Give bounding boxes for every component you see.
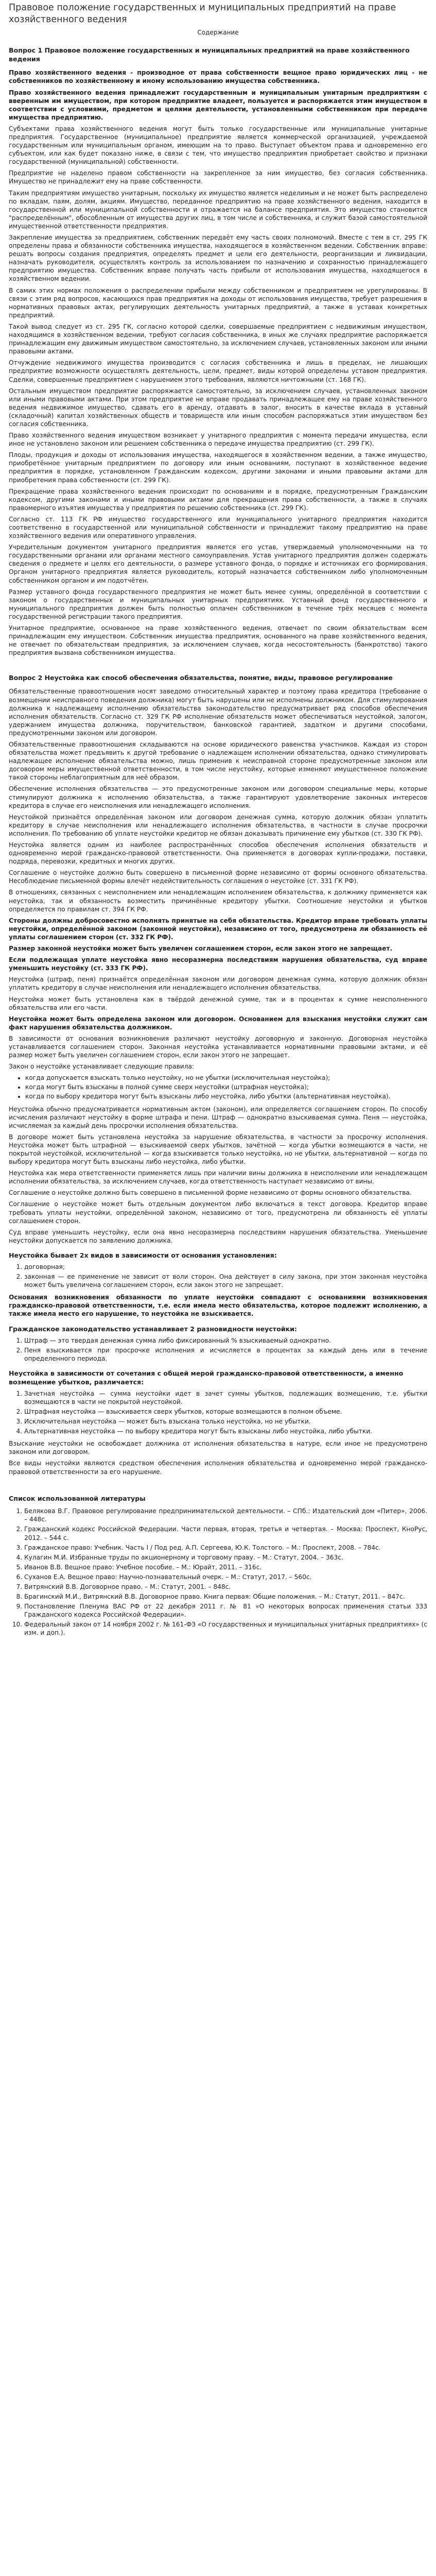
- paragraph: В договоре может быть установлена неустойка за нарушение обязательства, в частности за просрочку исполнения. Неустойка может быть штрафной — взыскиваемой сверх убытков, зачётной — когда убытки возмещаются в части, не покрытой неустойкой, исключительной — когда взыскивается только неустойка, но не убытки, альтернативной — когда по выбору кредитора могут быть взысканы либо неустойка, либо убытки.: [9, 1133, 427, 1166]
- numbered-list: [9, 1263, 427, 1289]
- paragraph: Плоды, продукция и доходы от использования имущества, находящегося в хозяйственном ведении, а также имущество, приобретённое унитарным предприятием по договору или иным основаниям, поступают в хозяйственное ведение предприятия в порядке, установленном Гражданским кодексом, другими законами и иными правовыми актами для приобретения права собственности (ст. 299 ГК).: [9, 451, 427, 484]
- paragraph: Соглашение о неустойке должно быть совершено в письменной форме независимо от формы основного обязательства. Несоблюдение письменной формы влечёт недействительность соглашения о неустойке (ст. 331 ГК РФ).: [9, 869, 427, 885]
- paragraph: Неустойка обычно предусматривается нормативным актом (законом), или определяется соглашением сторон. По способу исчисления различают неустойку в форме штрафа и пени. Штраф — однократно взыскиваемая сумма. Пеня — неустойка, исчисляемая за каждый день просрочки исполнения обязательства.: [9, 1105, 427, 1129]
- paragraph: Соглашение о неустойке может быть отдельным документом либо включаться в текст договора. Кредитор вправе требовать уплаты неустойки, определённой законом, независимо от того, предусмотрена ли обязанность её уплаты соглашением сторон.: [9, 1200, 427, 1225]
- literature-item: 5. Иванов В.В. Вещное право: Учебное пособие. – М.: Юрайт, 2011. – 316с.: [24, 1563, 427, 1571]
- document-title: Правовое положение государственных и муниципальных предприятий на праве хозяйственного ведения: [9, 3, 396, 25]
- subheading: Неустойка в зависимости от сочетания с общей мерой гражданско-правовой ответственности, а именно возмещение убытков, различается:: [9, 1369, 404, 1386]
- literature-item: 7. Витрянский В.В. Договорное право. – М.: Статут, 2001. – 848с.: [24, 1583, 427, 1591]
- paragraph: Унитарное предприятие, основанное на праве хозяйственного ведения, отвечает по своим обязательствам всем принадлежащим ему имуществом. Собственник имущества предприятия, основанного на праве хозяйственного ведения, не отвечает по обязательствам предприятия, за исключением случаев, когда несостоятельность (банкротство) такого предприятия вызвана собственником имущества.: [9, 624, 427, 657]
- list-item: 1. Штраф — это твердая денежная сумма либо фиксированный % взыскиваемый однократно.: [24, 1336, 427, 1345]
- literature-heading: Список использованной литературы: [9, 1494, 146, 1502]
- paragraph: Субъектами права хозяйственного ведения могут быть только государственные или муниципальные унитарные предприятия. Государственное (муниципальное) предприятие является коммерческой организацией, учреждаемой государственным или муниципальным органом, имеющим на то право. Выступает объектом права и одновременно его субъектом, или как будет показано ниже, в связи с тем, что имущество предприятия приобретает свойство и признаки государственной (муниципальной) собственности.: [9, 125, 427, 166]
- paragraph: Соглашение о неустойке должно быть совершено в письменной форме независимо от формы основного обязательства.: [9, 1189, 412, 1197]
- paragraph: Остальным имуществом предприятие распоряжается самостоятельно, за исключением случаев, установленных законом или иными правовыми актами. При этом предприятие не вправе продавать принадлежащее ему на праве хозяйственного ведения недвижимое имущество, сдавать его в аренду, отдавать в залог, вносить в качестве вклада в уставный (складочный) капитал хозяйственных обществ и товариществ или иным способом распоряжаться этим имуществом без согласия собственника.: [9, 387, 427, 428]
- paragraph: Размер законной неустойки может быть увеличен соглашением сторон, если закон этого не запрещает.: [9, 945, 393, 953]
- paragraph: Основания возникновения обязанности по уплате неустойки совпадают с основаниями возникновения гражданско-правовой ответственности, т.е. если имела место обязательства, которое подлежит исполнению, а также имела место его нарушение, то неустойка не взыскивается.: [9, 1294, 427, 1318]
- subheading: Неустойка бывает 2х видов в зависимости от основания установления:: [9, 1251, 277, 1259]
- section-heading-2: Вопрос 2 Неустойка как способ обеспечения обязательства, понятие, виды, правовое регулирование: [9, 674, 393, 682]
- paragraph: Закон о неустойке устанавливает следующие правила:: [9, 1063, 195, 1071]
- paragraph: Прекращение права хозяйственного ведения происходит по основаниям и в порядке, предусмотренным Гражданским кодексом, другими законами и иными правовыми актами для прекращения права собственности, а также в случаях правомерного изъятия имущества у предприятия по решению собственника (ст. 299 ГК).: [9, 487, 427, 512]
- section-literature: [9, 1495, 427, 1637]
- literature-item: 3. Гражданское право: Учебник. Часть I / Под ред. А.П. Сергеева, Ю.К. Толстого. – М.: Проспект, 2008. – 784с.: [24, 1544, 427, 1552]
- list-item: 2. Пеня взыскивается при просрочке исполнения и исчисляется в процентах за каждый день или в течение определенного периода.: [24, 1346, 427, 1363]
- paragraph: Неустойка может быть определена законом или договором. Основанием для взыскания неустойки служит сам факт нарушения обязательства должником.: [9, 1015, 427, 1031]
- list-item: 1. Зачетная неустойка — сумма неустойки идет в зачет суммы убытков, подлежащих возмещению, т.е. убытки возмещаются в части не покрытой неустойкой.: [24, 1389, 427, 1406]
- paragraph: Таким предприятиям имущество унитарным, поскольку их имущество является неделимым и не может быть распределено по вкладам, паям, долям, акциям. Имущество, переданное предприятию на праве хозяйственного ведения, находится в государственной или муниципальной собственности и отражается на балансе предприятия. Это имущество становится "распределённым", обособленным от имущества других лиц, в том числе и собственника, и служит базой самостоятельной имущественной ответственности предприятия.: [9, 189, 427, 230]
- literature-list: [9, 1507, 427, 1637]
- literature-item: 9. Постановление Пленума ВАС РФ от 22 декабря 2011 г. № 81 «О некоторых вопросах применения статьи 333 Гражданского кодекса Российской Федерации».: [24, 1602, 427, 1619]
- section-heading-1: Вопрос 1 Правовое положение государственных и муниципальных предприятий на праве хозяйственного ведения: [9, 46, 410, 63]
- list-item: 2. законная — ее применение не зависит от воли сторон. Она действует в силу закона, при этом законная неустойка может быть увеличена соглашением сторон, если закон этого не запрещает.: [24, 1273, 427, 1289]
- paragraph: Неустойка является одним из наиболее распространённых способов обеспечения исполнения обязательств и одновременно мерой гражданско-правовой ответственности. Она применяется в договорах купли-продажи, поставки, подряда, перевозки, кредитных и многих других.: [9, 841, 427, 866]
- paragraph: Право хозяйственного ведения - производное от права собственности вещное право юридических лиц - не собственников по хозяйственному и иному использованию имущества собственника.: [9, 69, 427, 85]
- list-item: • когда допускается взыскать только неустойку, но не убытки (исключительная неустойка);: [25, 1074, 427, 1082]
- paragraph: В самих этих нормах положения о распределении прибыли между собственником и предприятием не урегулированы. В связи с этим ряд вопросов, касающихся прав предприятия на доходы от использования имущества, требует разрешения в нормативных правовых актах, регулирующих деятельность унитарных предприятий, а также в уставах конкретных предприятий.: [9, 286, 427, 319]
- toc-label[interactable]: Содержание: [197, 28, 239, 36]
- literature-item: 6. Суханов Е.А. Вещное право: Научно-познавательный очерк. – М.: Статут, 2017. – 560с.: [24, 1573, 427, 1581]
- section-question-1: [9, 46, 427, 657]
- numbered-list: [9, 1389, 427, 1435]
- literature-item: 1. Белякова В.Г. Правовое регулирование предпринимательской деятельности. – СПб.: Издательский дом «Питер», 2006. – 448с.: [24, 1507, 427, 1523]
- paragraph: Учредительным документом унитарного предприятия является его устав, утверждаемый уполномоченными на то государственными органами или органами местного самоуправления. Устав унитарного предприятия должен содержать сведения о предмете и целях его деятельности, о размере уставного фонда, о порядке и источниках его формирования. Органом унитарного предприятия является руководитель, который назначается собственником либо уполномоченным собственником органом и им подотчётен.: [9, 544, 427, 584]
- paragraph: Закрепление имущества за предприятием, собственник передаёт ему часть своих полномочий. Вместе с тем в ст. 295 ГК определены права и обязанности собственника имущества, находящегося в хозяйственном ведении. Собственник вправе: решать вопросы создания предприятия, определять предмет и цели его деятельности, реорганизации и ликвидации, назначать руководителя, осуществлять контроль за использованием по назначению и сохранностью принадлежащего предприятию имущества. Собственник вправе получать часть прибыли от использования имущества, находящегося в хозяйственном ведении.: [9, 234, 427, 283]
- list-item: • когда по выбору кредитора могут быть взысканы либо неустойка, либо убытки (альтернативная неустойка).: [25, 1092, 427, 1100]
- paragraph: Право хозяйственного ведения имуществом возникает у унитарного предприятия с момента передачи имущества, если иное не установлено законом или решением собственника о передаче имущества предприятию (ст. 299 ГК).: [9, 432, 427, 448]
- paragraph: Все виды неустойки являются средством обеспечения исполнения обязательства и одновременно мерой гражданско-правовой ответственности за его нарушение.: [9, 1460, 427, 1476]
- paragraph: Неустойкой признаётся определённая законом или договором денежная сумма, которую должник обязан уплатить кредитору в случае неисполнения или ненадлежащего исполнения обязательства, в частности в случае просрочки исполнения. По требованию об уплате неустойки кредитор не обязан доказывать причинение ему убытков (ст. 330 ГК РФ).: [9, 813, 427, 837]
- paragraph: Предприятие не наделено правом собственности на закрепленное за ним имущество, без согласия собственника. Имущество не принадлежит ему на праве собственности.: [9, 170, 427, 185]
- paragraph: Размер уставного фонда государственного предприятия не может быть менее суммы, определённой в соответствии с законом о государственных и муниципальных унитарных предприятиях. Уставный фонд государственного и муниципального предприятия должен быть полностью оплачен собственником в течение трёх месяцев с момента государственной регистрации такого предприятия.: [9, 588, 427, 620]
- paragraph: Стороны должны добросовестно исполнять принятые на себя обязательства. Кредитор вправе требовать уплаты неустойки, определённой законом (законной неустойки), независимо от того, предусмотрена ли обязанность её уплаты соглашением сторон (ст. 332 ГК РФ).: [9, 917, 427, 941]
- paragraph: Неустойка (штраф, пеня) признаётся определённая законом или договором денежная сумма, которую должник обязан уплатить кредитору в случае неисполнения или ненадлежащего исполнения обязательства.: [9, 976, 427, 992]
- paragraph: Такой вывод следует из ст. 295 ГК, согласно которой сделки, совершаемые предприятием с недвижимым имуществом, находящимся в хозяйственном ведении, требуют согласия собственника, в иных же случаях предприятие распоряжается принадлежащим ему движимым имуществом самостоятельно, за исключением случаев, установленных законом или иными правовыми актами.: [9, 323, 427, 355]
- paragraph: В зависимости от основания возникновения различают неустойку договорную и законную. Договорная неустойка устанавливается соглашением сторон. Законная неустойка устанавливается нормативными правовыми актами, и её размер может быть увеличен соглашением сторон, если закон этого не запрещает.: [9, 1035, 427, 1059]
- paragraph: Отчуждение недвижимого имущества производится с согласия собственника и лишь в пределах, не лишающих предприятие возможности осуществлять деятельность, цели, предмет, виды которой определены уставом предприятия. Сделки, совершенные предприятием с нарушением этого требования, являются ничтожными (ст. 168 ГК).: [9, 359, 427, 383]
- list-item: • когда могут быть взысканы в полной сумме сверх неустойки (штрафная неустойка);: [25, 1083, 427, 1091]
- paragraph: Право хозяйственного ведения принадлежит государственным и муниципальным унитарным предприятиям с вверенным им имуществом, при котором предприятие владеет, пользуется и распоряжается этим имуществом в соответствии с условиями, предметом и целями деятельности, установленными собственником при передаче имущества предприятию.: [9, 89, 427, 121]
- literature-item: 10. Федеральный закон от 14 ноября 2002 г. № 161-ФЗ «О государственных и муниципальных унитарных предприятиях» (с изм. и доп.).: [24, 1620, 427, 1637]
- paragraph: Если подлежащая уплате неустойка явно несоразмерна последствиям нарушения обязательства, суд вправе уменьшить неустойку (ст. 333 ГК РФ).: [9, 956, 427, 972]
- literature-item: 8. Брагинский М.И., Витрянский В.В. Договорное право. Книга первая: Общие положения. – М.: Статут, 2011. – 847с.: [24, 1592, 427, 1601]
- paragraph: Неустойка как мера ответственности применяется лишь при наличии вины должника в неисполнении или ненадлежащем исполнении обязательства, за исключением случаев, когда ответственность наступает независимо от вины.: [9, 1170, 427, 1185]
- paragraph: Взыскание неустойки не освобождает должника от исполнения обязательства в натуре, если иное не предусмотрено законом или договором.: [9, 1440, 427, 1456]
- section-separator: [9, 660, 427, 666]
- literature-item: 4. Кулагин М.И. Избранные труды по акционерному и торговому праву. – М.: Статут, 2004. – 363с.: [24, 1553, 427, 1562]
- literature-item: 2. Гражданский кодекс Российской Федерации. Части первая, вторая, третья и четвертая. – Москва: Проспект, КноРус, 2012. – 544 с.: [24, 1525, 427, 1541]
- paragraph: Согласно ст. 113 ГК РФ имущество государственного или муниципального унитарного предприятия находится соответственно в государственной или муниципальной собственности и принадлежит такому предприятию на праве хозяйственного ведения или оперативного управления.: [9, 515, 427, 540]
- paragraph: Обязательственные правоотношения складываются на основе юридического равенства участников. Каждая из сторон обязательства может предъявить к другой требование о надлежащем исполнении обязательства, однако стимулировать надлежащее исполнение обязательства можно, лишь применив к неисправной стороне предусмотренные законом или договором меры имущественной ответственности, в том числе неустойку, которые изменяют имущественное положение такой стороны неблагоприятным для неё образом.: [9, 740, 427, 782]
- paragraph: Обязательственные правоотношения носят заведомо относительный характер и поэтому права кредитора (требование о возмещении неисправного поведения должника) могут быть нарушены или не исполнены должником. Для стимулирования должника к надлежащему исполнению обязательства законодательство предусматривает ряд способов обеспечения исполнения обязательств. Согласно ст. 329 ГК РФ исполнение обязательств может обеспечиваться неустойкой, залогом, удержанием имущества должника, поручительством, банковской гарантией, задатком и другими способами, предусмотренными законом или договором.: [9, 688, 427, 737]
- paragraph: Обеспечение исполнения обязательства — это предусмотренные законом или договором специальные меры, которые стимулируют должника к исполнению обязательства, а также гарантируют удовлетворение законных интересов кредитора в случае его неисполнения или ненадлежащего исполнения.: [9, 785, 427, 809]
- list-item: 3. Исключительная неустойка — может быть взыскана только неустойка, но не убытки.: [24, 1417, 427, 1426]
- section-question-2: [9, 673, 427, 1476]
- numbered-list: [9, 1336, 427, 1363]
- paragraph: Неустойка может быть установлена как в твёрдой денежной сумме, так и в процентах к сумме неисполненного обязательства или его части.: [9, 995, 427, 1011]
- list-item: 2. Штрафная неустойка — взыскивается сверх убытков, которые возмещаются в полном объеме.: [24, 1408, 427, 1416]
- section-separator: [9, 1479, 427, 1485]
- paragraph: В отношениях, связанных с неисполнением или ненадлежащим исполнением обязательства, к должнику применяется как неустойка, так и обязанность возместить причинённые кредитору убытки. Соотношение неустойки и убытков определяется по правилам ст. 394 ГК РФ.: [9, 889, 427, 913]
- list-item: 1. договорная;: [24, 1263, 427, 1271]
- bullet-list: [9, 1074, 427, 1100]
- paragraph: Суд вправе уменьшить неустойку, если она явно несоразмерна последствиям нарушения обязательства. Уменьшение неустойки допускается по заявлению должника.: [9, 1228, 427, 1244]
- subheading: Гражданское законодательство устанавливает 2 разновидности неустойки:: [9, 1325, 297, 1333]
- list-item: 4. Альтернативная неустойка — по выбору кредитора могут быть взысканы либо неустойка, либо убытки.: [24, 1427, 427, 1435]
